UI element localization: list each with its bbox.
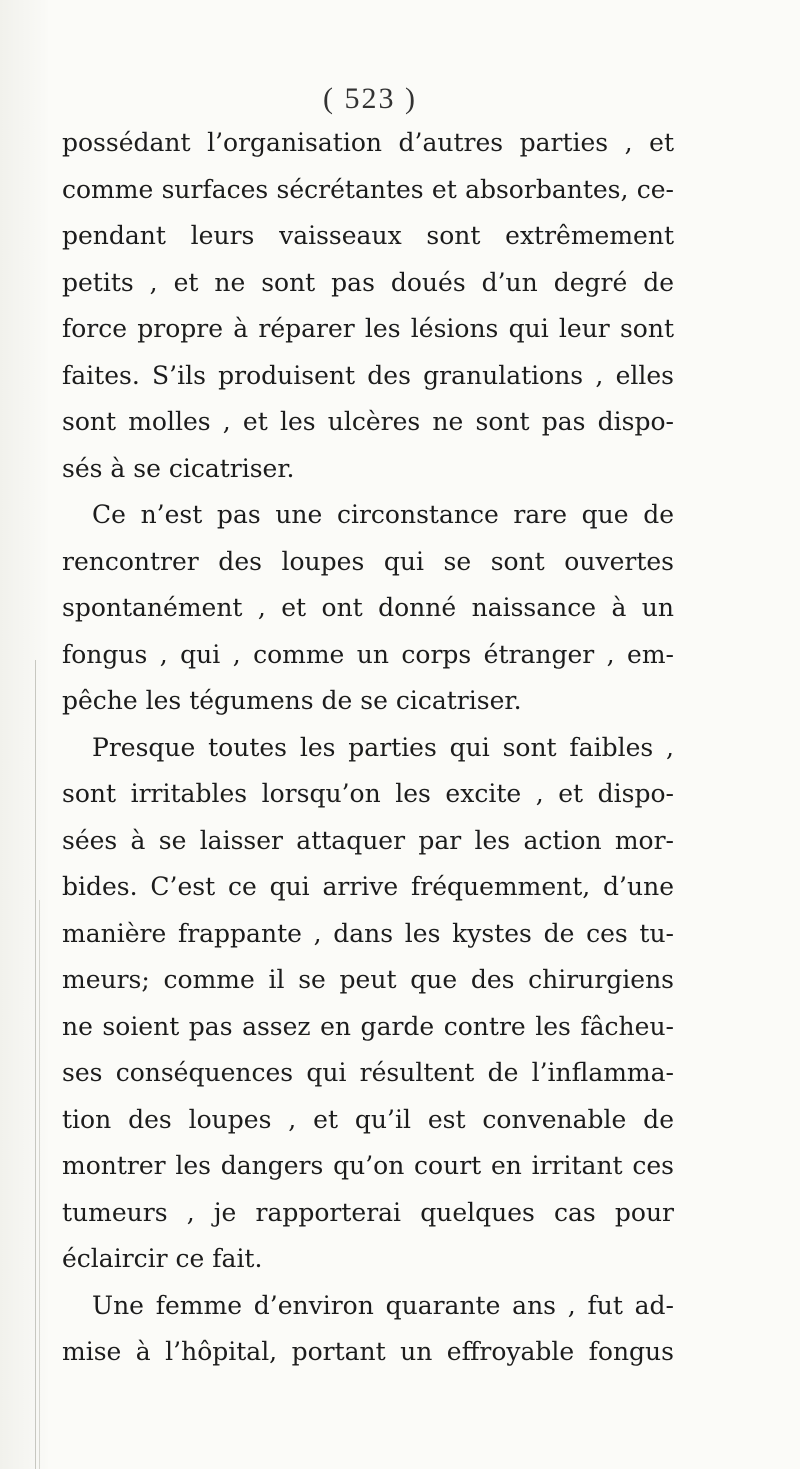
text-line: sés à se cicatriser. [62,453,295,483]
text-line: sont molles , et les ulcères ne sont pas dispo- [62,407,674,436]
page-number: ( 523 ) [323,82,417,115]
text-line: possédant l’organisation d’autres parties , et [62,128,674,157]
text-line: meurs; comme il se peut que des chirurgiens [62,965,674,994]
text-line: éclaircir ce fait. [62,1244,263,1273]
text-line: pêche les tégumens de se cicatriser. [62,686,522,715]
text-line: Presque toutes les parties qui sont faibles , [92,732,674,762]
text-line: tion des loupes , et qu’il est convenable de [62,1104,674,1134]
text-line: comme surfaces sécrétantes et absorbantes, ce- [62,174,674,204]
binding-edge-line [39,900,40,1469]
text-line: fongus , qui , comme un corps étranger , em- [62,639,674,669]
binding-edge-line [35,660,36,1469]
text-line: ses conséquences qui résultent de l’inflamma- [62,1058,674,1087]
binding-gutter [0,0,48,1469]
text-line: spontanément , et ont donné naissance à un [62,593,674,622]
text-line: sont irritables lorsqu’on les excite , et dispo- [62,779,674,808]
text-line: montrer les dangers qu’on court en irritant ces [62,1151,674,1180]
text-line: force propre à réparer les lésions qui leur sont [62,314,674,343]
text-line: rencontrer des loupes qui se sont ouvertes [62,546,674,576]
text-line: sées à se laisser attaquer par les action mor- [62,825,674,855]
text-line: tumeurs , je rapporterai quelques cas pour [62,1197,674,1227]
text-line: petits , et ne sont pas doués d’un degré de [62,267,674,297]
text-line: Une femme d’environ quarante ans , fut ad- [92,1290,674,1320]
text-line: bides. C’est ce qui arrive fréquemment, d’une [62,872,674,901]
text-line: ne soient pas assez en garde contre les fâcheu- [62,1011,674,1041]
text-line: manière frappante , dans les kystes de ces tu- [62,918,674,948]
text-line: mise à l’hôpital, portant un effroyable fongus [62,1337,674,1366]
text-line: faites. S’ils produisent des granulations , elles [62,360,674,390]
text-line: pendant leurs vaisseaux sont extrêmement [62,221,674,250]
body-text [62,120,674,1376]
text-line: Ce n’est pas une circonstance rare que de [92,500,674,529]
